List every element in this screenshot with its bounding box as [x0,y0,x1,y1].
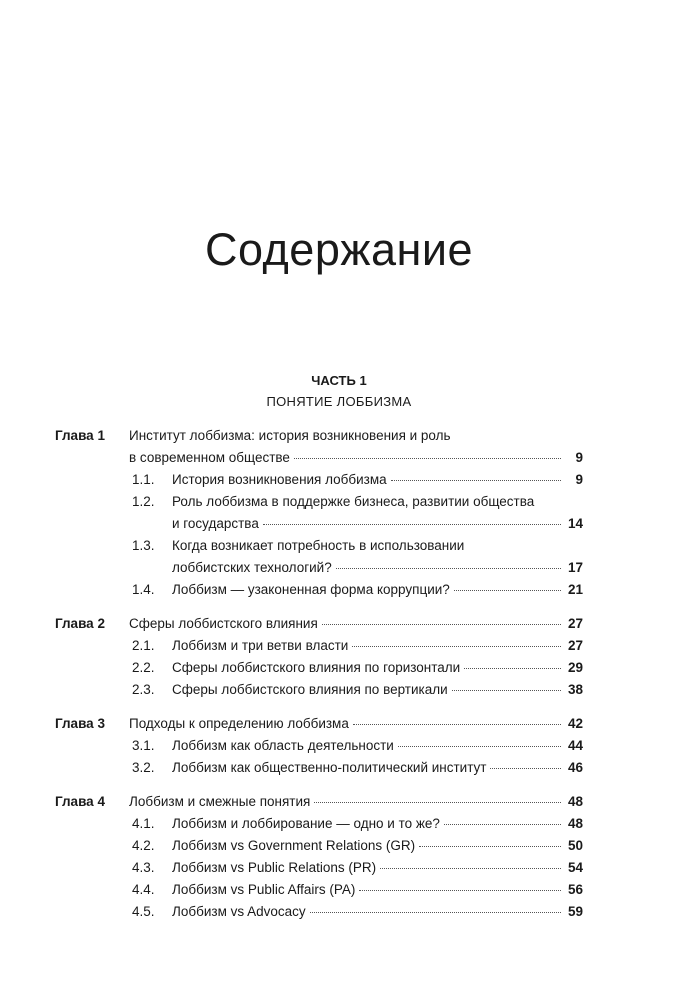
section-entry[interactable] [55,538,583,582]
toc-line [55,716,583,738]
section-entry[interactable] [55,760,583,782]
page-number: 48 [567,816,583,831]
section-number: 2.2. [132,660,155,675]
toc-entry-text [129,616,583,631]
entry-title-line: Сферы лоббистского влияния [129,616,318,631]
entry-title-line: Лоббизм — узаконенная форма коррупции? [172,582,450,597]
entry-title-line: Лоббизм и лоббирование — одно и то же? [172,816,440,831]
entry-title-line: Лоббизм и три ветви власти [172,638,349,653]
page-number: 9 [575,472,583,487]
toc-entry-text [172,472,583,487]
dot-leader [490,768,561,769]
toc-entry-text [172,882,583,897]
page-number: 44 [567,738,583,753]
toc-line [55,904,583,926]
chapter-block [55,716,583,782]
chapter-label: Глава 2 [55,616,105,631]
dot-leader [359,890,561,891]
toc-line [55,882,583,904]
toc-entry-text [129,794,583,809]
toc-line [55,660,583,682]
toc-entry-text [172,582,583,597]
toc-line [55,560,583,582]
section-number: 4.2. [132,838,155,853]
toc-entry-text [172,760,583,775]
toc-line [55,516,583,538]
entry-title-line: Когда возникает потребность в использовании [172,538,465,553]
section-entry[interactable] [55,738,583,760]
chapter-block [55,616,583,704]
toc-entry-text [172,638,583,653]
entry-title-line: лоббистских технологий? [172,560,332,575]
toc-line [55,860,583,882]
toc-entry-text [129,716,583,731]
section-number: 3.2. [132,760,155,775]
part-heading [0,372,678,411]
entry-title-line: Сферы лоббистского влияния по горизонтали [172,660,461,675]
chapter-entry[interactable] [55,716,583,738]
chapter-block [55,428,583,604]
section-number: 4.4. [132,882,155,897]
entry-title-line: в современном обществе [129,450,290,465]
toc-line [55,838,583,860]
page-number: 46 [567,760,583,775]
section-entry[interactable] [55,660,583,682]
toc-line [55,738,583,760]
part-name: ПОНЯТИЕ ЛОББИЗМА [266,394,412,409]
section-entry[interactable] [55,882,583,904]
section-number: 4.5. [132,904,155,919]
page-number: 50 [567,838,583,853]
entry-title-line: Лоббизм как область деятельности [172,738,394,753]
section-entry[interactable] [55,904,583,926]
page-number: 21 [567,582,583,597]
entry-title-line: Сферы лоббистского влияния по вертикали [172,682,448,697]
toc-entry-text [172,516,583,531]
page-title: Содержание [205,224,473,275]
chapter-label: Глава 4 [55,794,105,809]
page-number: 14 [567,516,583,531]
page-number: 27 [567,616,583,631]
section-number: 2.1. [132,638,155,653]
toc-entry-text [172,682,583,697]
chapter-label: Глава 3 [55,716,105,731]
dot-leader [464,668,561,669]
toc-line [55,816,583,838]
chapter-label: Глава 1 [55,428,105,443]
toc-line [55,428,583,450]
toc-line [55,760,583,782]
section-number: 2.3. [132,682,155,697]
dot-leader [294,458,561,459]
section-number: 4.3. [132,860,155,875]
section-entry[interactable] [55,816,583,838]
page-number: 9 [575,450,583,465]
dot-leader [322,624,561,625]
toc-line [55,794,583,816]
toc-line [55,494,583,516]
section-entry[interactable] [55,582,583,604]
entry-title-line: Лоббизм vs Public Relations (PR) [172,860,377,875]
toc-line [55,616,583,638]
dot-leader [419,846,561,847]
entry-title-line: Лоббизм vs Government Relations (GR) [172,838,416,853]
section-number: 1.2. [132,494,155,509]
page-number: 38 [567,682,583,697]
page-number: 54 [567,860,583,875]
toc-entry-text [129,450,583,465]
section-entry[interactable] [55,860,583,882]
entry-title-line: Институт лоббизма: история возникновения и роль [129,428,451,443]
toc-entry-text [172,838,583,853]
chapter-block [55,794,583,926]
dot-leader [353,724,561,725]
toc-entry-text [172,560,583,575]
page-number: 56 [567,882,583,897]
toc-line [55,638,583,660]
chapter-entry[interactable] [55,794,583,816]
page-number: 42 [567,716,583,731]
section-number: 4.1. [132,816,155,831]
toc-line [55,682,583,704]
entry-title-line: Лоббизм как общественно-политический институт [172,760,487,775]
entry-title-line: История возникновения лоббизма [172,472,387,487]
toc-entry-text [172,816,583,831]
section-entry[interactable] [55,494,583,538]
part-number: ЧАСТЬ 1 [311,373,367,388]
entry-title-line: Подходы к определению лоббизма [129,716,349,731]
dot-leader [398,746,561,747]
entry-title-line: Роль лоббизма в поддержке бизнеса, развитии общества [172,494,535,509]
page-number: 48 [567,794,583,809]
dot-leader [263,524,561,525]
toc-entry-text [172,660,583,675]
page-number: 27 [567,638,583,653]
entry-title-line: Лоббизм и смежные понятия [129,794,311,809]
toc-line [55,582,583,604]
section-entry[interactable] [55,638,583,660]
chapter-entry[interactable] [55,428,583,472]
toc-entry-text [172,904,583,919]
section-entry[interactable] [55,472,583,494]
section-number: 1.4. [132,582,155,597]
section-entry[interactable] [55,682,583,704]
toc-entry-text [172,860,583,875]
section-number: 1.1. [132,472,155,487]
page-number: 59 [567,904,583,919]
dot-leader [314,802,561,803]
dot-leader [380,868,561,869]
toc-entry-text [172,738,583,753]
toc-line [55,450,583,472]
toc-line [55,538,583,560]
dot-leader [391,480,561,481]
section-entry[interactable] [55,838,583,860]
section-number: 1.3. [132,538,155,553]
entry-title-line: Лоббизм vs Public Affairs (PA) [172,882,356,897]
section-number: 3.1. [132,738,155,753]
toc-line [55,472,583,494]
dot-leader [444,824,561,825]
page-number: 29 [567,660,583,675]
page-number: 17 [567,560,583,575]
dot-leader [454,590,561,591]
dot-leader [352,646,561,647]
chapter-entry[interactable] [55,616,583,638]
dot-leader [452,690,561,691]
dot-leader [336,568,561,569]
dot-leader [310,912,561,913]
entry-title-line: Лоббизм vs Advocacy [172,904,306,919]
entry-title-line: и государства [172,516,259,531]
table-of-contents [55,428,583,938]
